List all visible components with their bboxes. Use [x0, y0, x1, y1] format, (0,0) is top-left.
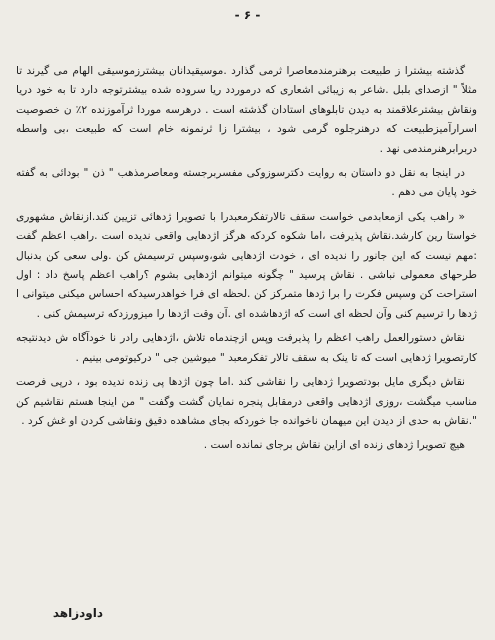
- paragraph-story-two: نقاش دیگری مایل بودتصویرا ژدهایی را نقاشی کند .اما چون اژدها پی زنده ندیده بود ، درپی فرصت مناسب میگشت ،روزی اژدهایی واقعی درمقابل پنجره نمایان گشت وگفت " من اینجا هستم نقاشیم کن ".نقاش به حدی از دیدن این میهمان ناخوانده جا خوردکه بجای مشاهده دقیق ونقاشی کردن او غش کرد .: [16, 376, 477, 427]
- paragraph-story-one: « راهب یکی ازمعابدمی خواست سقف تالارتفکرمعبدرا با تصویرا ژدهائی تزیین کند.ازنقاش مشهوری خواستا رین کارشد.نقاش پذیرفت ،اما شکوه کردکه هرگز اژدهایی واقعی ندیده است .راهب اعظم گفت :مهم نیست که این جانور را ندیده ای ، خودت اژدهایی شو،وسپس ترسیمش کن .ولی سعی کن بدنبال طرحهای معمولی نباشی . نقاش پرسید " چگونه میتوانم اژدهایی بشوم ؟راهب اعظم پاسخ داد : اول استراحت کن وسپس فکرت را برا ژدها متمرکز کن .لحظه ای فرا خواهدرسیدکه احساس میکنی میتوانی ا ژدها را ترسیم کنی وآن لحظه ای است که اژدهاشده ای .آن وقت اژدها را میزورزدکه ترسیمش کنی .: [16, 210, 477, 320]
- paragraph-intro: گذشته بیشترا ز طبیعت برهنرمندمعاصرا ثرمی گذارد .موسیقیدانان بیشترزموسیقی الهام می گیرند تا مثلاً " ازصدای بلبل .شاعر به زیبائی اشعاری که درموردد ریا سروده شده بیشترتوجه دارد تا به خود دریا ونقاش بیشترعلاقمند به دیدن تابلوهای استادان گذشته است . درهرسه موردا ثرآموزنده ۲٪ ن خصوصیت اسرارآمیزطبیعت که درهنرجلوه گرمی شود ، بیشترا زا ثرنمونه خام است که طبیعت ،بی واسطه دربرابرهنرمندمی نهد .: [16, 65, 477, 155]
- body-text: [16, 62, 477, 461]
- author-signature: داودزاهد: [52, 606, 103, 620]
- paragraph-suzuki: در اینجا به نقل دو داستان به روایت دکترسوزوکی مفسربرجسته ومعاصرمذهب " ذن " بودائی به گفته خود پایان می دهم .: [16, 167, 477, 199]
- paragraph-closing: هیچ تصویرا ژدهای زنده ای ازاین نقاش برجای نمانده است .: [203, 439, 465, 452]
- page-number: - ۶ -: [234, 8, 261, 22]
- paragraph-story-one-end: نقاش دستورالعمل راهب اعظم را پذیرفت وپس ازچندماه تلاش ،اژدهایی رادر نا خودآگاه ش دیدنتیجه کارتصویرا ژدهایی است که تا ینک به سقف تالار تفکرمعبد " میوشین جی " درکیوتومی بینیم .: [16, 332, 477, 364]
